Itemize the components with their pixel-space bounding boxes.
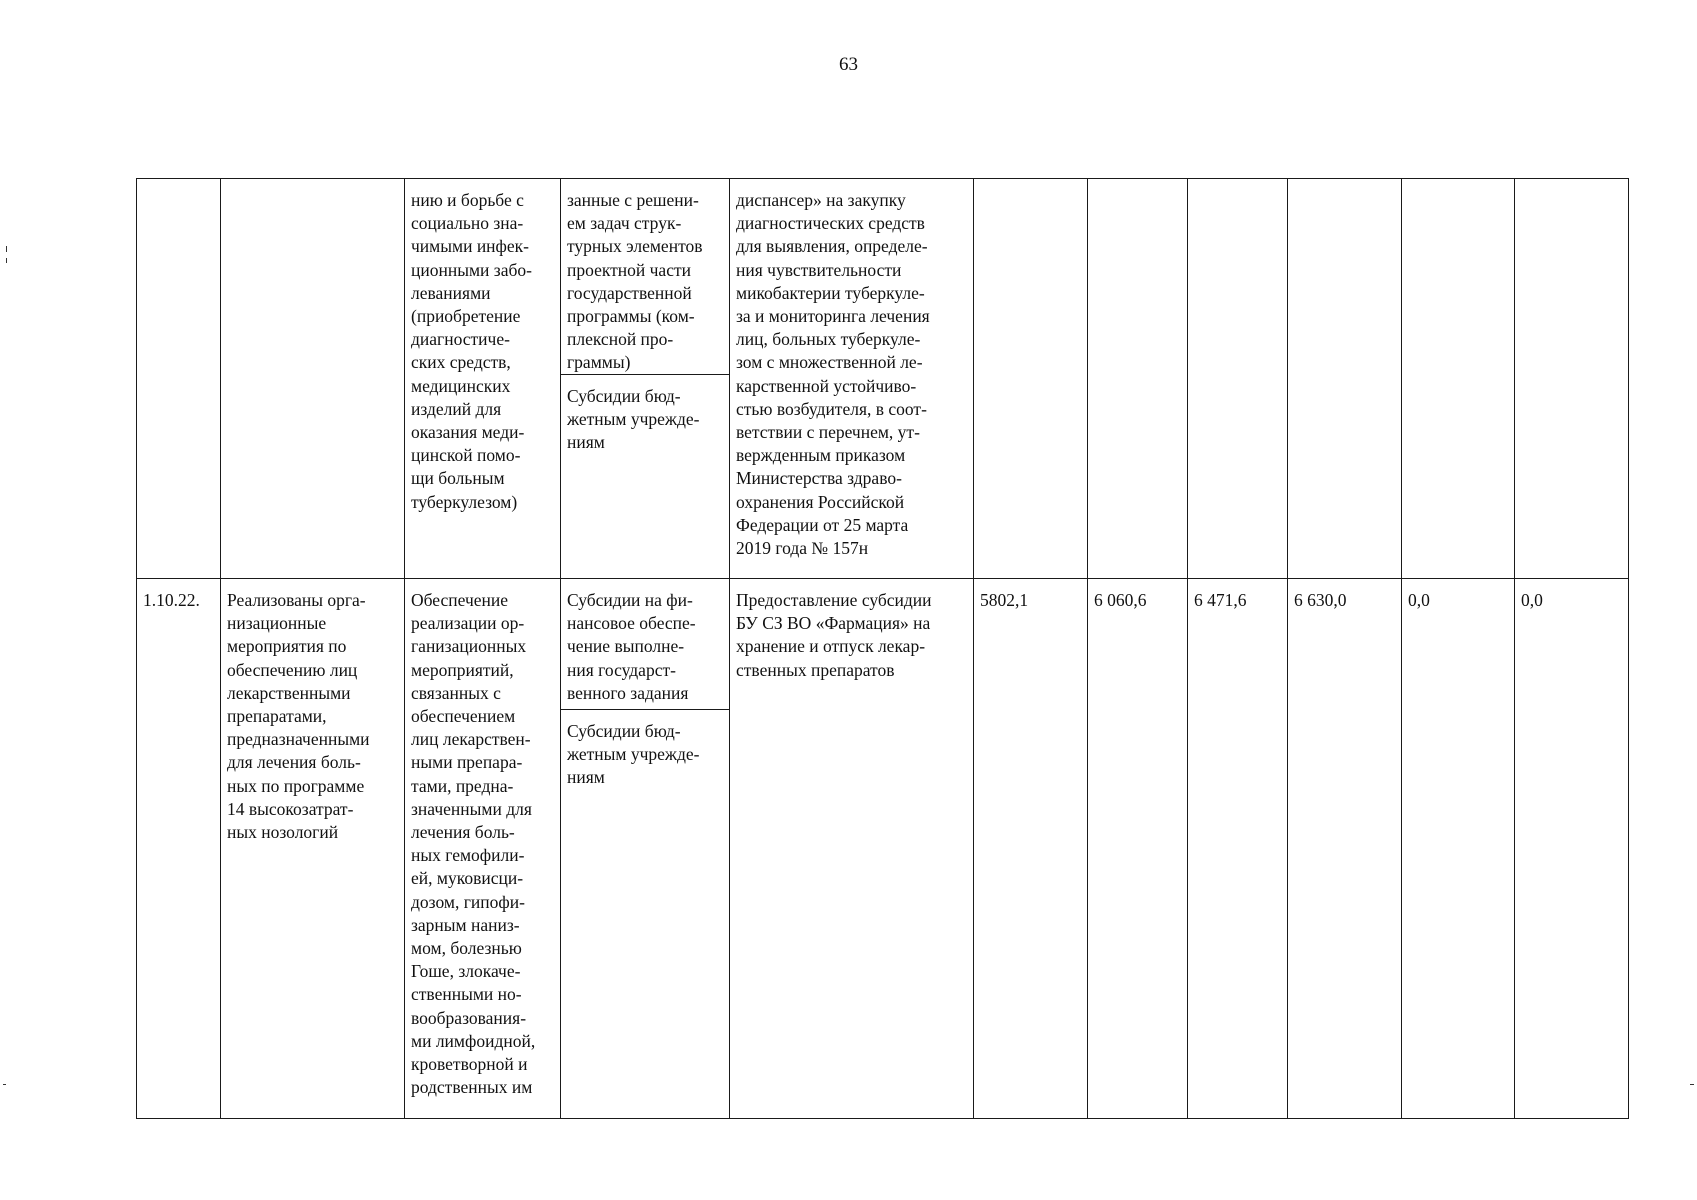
value-cell <box>1288 179 1402 579</box>
scan-edge-mark <box>6 246 7 252</box>
funding-cell <box>561 179 730 579</box>
value-cell <box>1515 179 1629 579</box>
table-row <box>137 579 1629 1119</box>
funding-source: занные с решени- ем задач струк- турных элементов проектной части государственной программы (ком- плексной про- граммы) <box>567 190 703 373</box>
funding-source: Субсидии бюд- жетным учрежде- ниям <box>561 709 729 794</box>
funding-cell <box>561 579 730 1119</box>
value-cell <box>1188 179 1288 579</box>
value-cell <box>1402 179 1515 579</box>
result-cell <box>221 179 405 579</box>
scan-edge-mark <box>6 258 7 263</box>
result-cell: Реализованы орга- низационные мероприятия по обеспечению лиц лекарственными препаратами, предназначенными для лечения боль- ных по программе 14 высокозатрат- ных нозологий <box>221 579 405 1119</box>
value-cell: 6 630,0 <box>1288 579 1402 1119</box>
value-cell: 5802,1 <box>974 579 1088 1119</box>
scan-edge-mark <box>3 1084 6 1085</box>
measure-cell: нию и борьбе с социально зна- чимыми инфек- ционными забо- леваниями (приобретение диагностиче- ских средств, медицинских изделий для оказания меди- цинской помо- щи больным туберкулезом) <box>405 179 561 579</box>
page-number: 63 <box>839 54 858 75</box>
value-cell: 6 060,6 <box>1088 579 1188 1119</box>
funding-source: Субсидии на фи- нансовое обеспе- чение выполне- ния государст- венного задания <box>567 590 696 703</box>
value-cell: 0,0 <box>1402 579 1515 1119</box>
funding-source: Субсидии бюд- жетным учрежде- ниям <box>561 374 729 459</box>
value-cell <box>974 179 1088 579</box>
row-number-cell <box>137 179 221 579</box>
value-cell <box>1088 179 1188 579</box>
table-row <box>137 179 1629 579</box>
row-number-cell: 1.10.22. <box>137 579 221 1119</box>
program-table <box>136 178 1629 1119</box>
description-cell: диспансер» на закупку диагностических средств для выявления, определе- ния чувствительности микобактерии туберкуле- за и мониторинга лечения лиц, больных туберкуле- зом с множественной ле- карственной устойчиво- стью возбудителя, в соот- ветствии с перечнем, ут- вержденным приказом Министерства здраво- охранения Российской Федерации от 25 марта 2019 года № 157н <box>730 179 974 579</box>
description-cell: Предоставление субсидии БУ СЗ ВО «Фармация» на хранение и отпуск лекар- ственных препаратов <box>730 579 974 1119</box>
scan-edge-mark <box>1690 1084 1694 1085</box>
value-cell: 6 471,6 <box>1188 579 1288 1119</box>
measure-cell: Обеспечение реализации ор- ганизационных мероприятий, связанных с обеспечением лиц лекарствен- ными препара- тами, предна- значенными для лечения боль- ных гемофили- ей, муковисци- дозом, гипофи- зарным наниз- мом, болезнью Гоше, злокаче- ственными но- вообразования- ми лимфоидной, кроветворной и родственных им <box>405 579 561 1119</box>
value-cell: 0,0 <box>1515 579 1629 1119</box>
